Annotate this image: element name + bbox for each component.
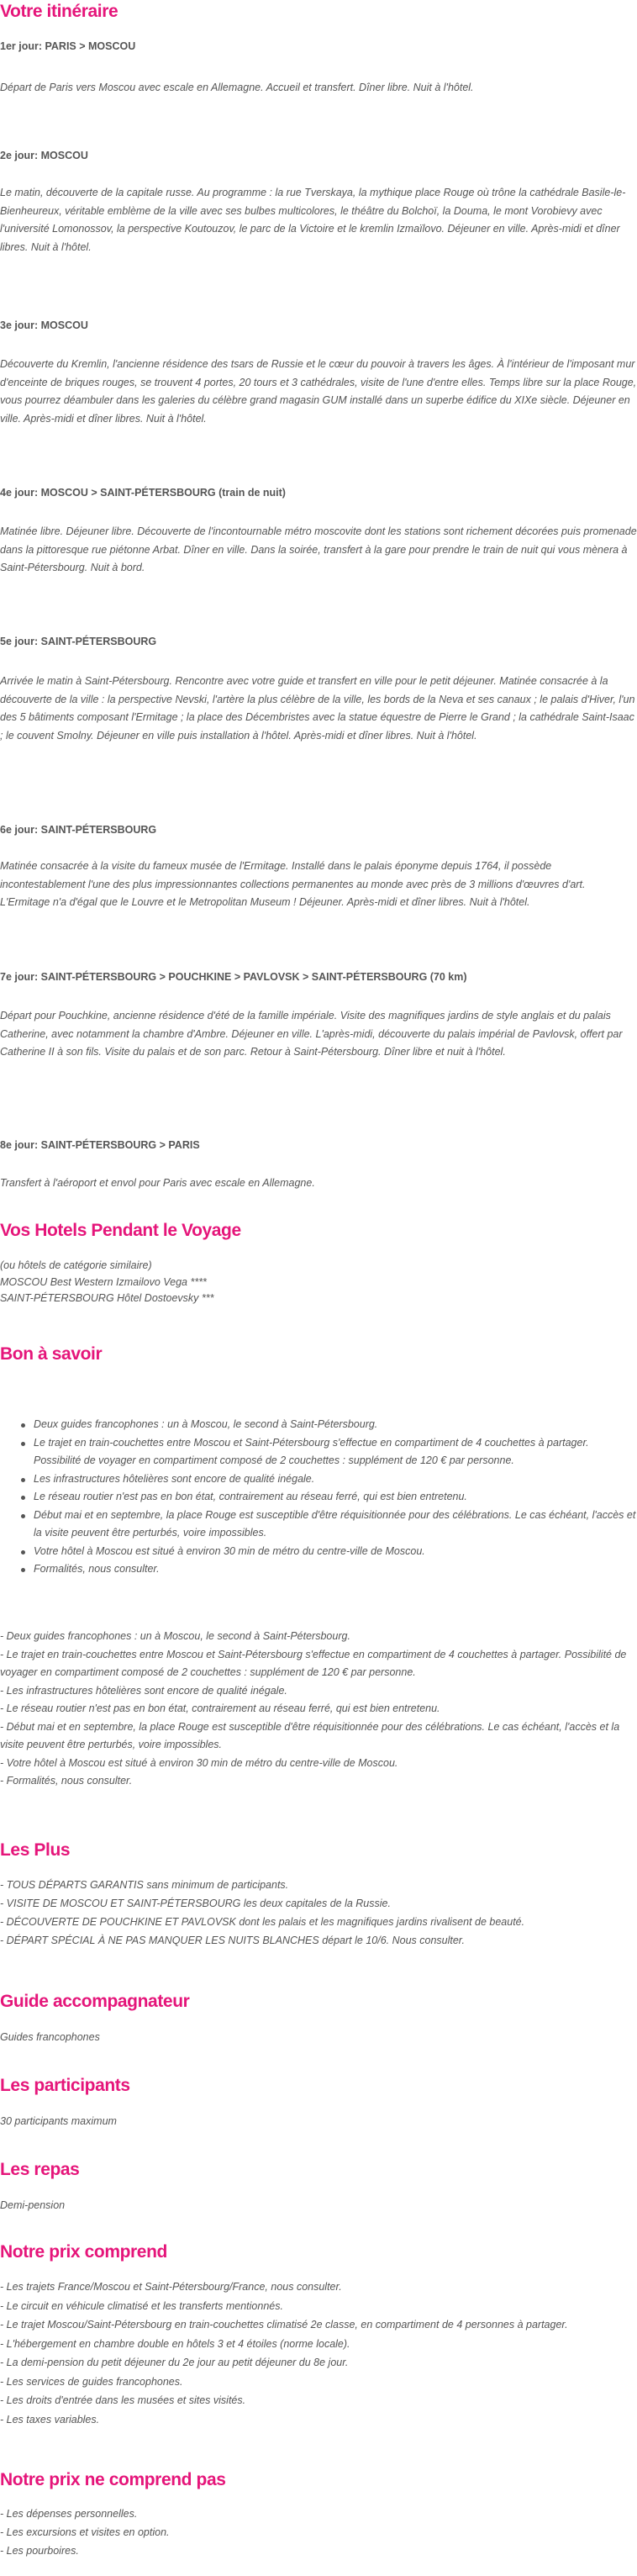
prix-ne-comprend-pas-item: - Les excursions et visites en option.	[0, 2526, 170, 2538]
day-6-text: Matinée consacrée à la visite du fameux musée de l'Ermitage. Installé dans le palais éponyme depuis 1764, il possède incontestablement l'une des plus impressionnantes collections permanentes au monde avec près de 3 millions d'œuvres d'art. L'Ermitage n'a d'égal que le Louvre et le Metropolitan Museum ! Déjeuner. Après-midi et dîner libres. Nuit à l'hôtel.	[0, 860, 586, 908]
day-1-title: 1er jour: PARIS > MOSCOU	[0, 40, 136, 52]
prix-ne-comprend-pas-item: - Les dépenses personnelles.	[0, 2508, 138, 2520]
day-4-title: 4e jour: MOSCOU > SAINT-PÉTERSBOURG (train de nuit)	[0, 487, 286, 499]
bon-a-savoir-bullet: Les infrastructures hôtelières sont encore de qualité inégale.	[0, 1470, 637, 1489]
prix-comprend-heading: Notre prix comprend	[0, 2242, 167, 2262]
les-plus-item: - DÉPART SPÉCIAL À NE PAS MANQUER LES NUITS BLANCHES départ le 10/6. Nous consulter.	[0, 1935, 465, 1946]
participants-heading: Les participants	[0, 2076, 130, 2095]
guide-heading: Guide accompagnateur	[0, 1992, 190, 2011]
prix-ne-comprend-pas-section	[0, 2468, 637, 2557]
les-plus-heading: Les Plus	[0, 1840, 71, 1860]
day-5-text: Arrivée le matin à Saint-Pétersbourg. Rencontre avec votre guide et transfert en ville pour le petit déjeuner. Matinée consacrée à la découverte de la ville : la perspective Nevski, l'artère la plus célèbre de la ville, les bords de la Neva et ses canaux ; le palais d'Hiver, l'un des 5 bâtiments composant l'Ermitage ; la place des Décembristes avec la statue équestre de Pierre le Grand ; la cathédrale Saint-Isaac ; le couvent Smolny. Déjeuner en ville puis installation à l'hôtel. Après-midi et dîner libres. Nuit à l'hôtel.	[0, 675, 635, 742]
participants-text: 30 participants maximum	[0, 2115, 117, 2127]
day-2-text: Le matin, découverte de la capitale russe. Au programme : la rue Tverskaya, la mythique place Rouge où trône la cathédrale Basile-le-Bienheureux, véritable emblème de la ville avec ses bulbes multicolores, le théâtre du Bolchoï, la Douma, le mont Vorobievy avec l'université Lomonossov, la perspective Koutouzov, le parc de la Victoire et le kremlin Izmaïlovo. Déjeuner en ville. Après-midi et dîner libres. Nuit à l'hôtel.	[0, 187, 626, 253]
bon-a-savoir-bullet: Deux guides francophones : un à Moscou, le second à Saint-Pétersbourg.	[0, 1416, 637, 1434]
day-6-title: 6e jour: SAINT-PÉTERSBOURG	[0, 824, 157, 836]
bon-a-savoir-bullet: Début mai et en septembre, la place Rouge est susceptible d'être réquisitionnée pour des célébrations. Le cas échéant, l'accès et la visite peuvent être perturbés, voire impossibles.	[0, 1507, 637, 1543]
day-8-title: 8e jour: SAINT-PÉTERSBOURG > PARIS	[0, 1139, 200, 1151]
day-7-text: Départ pour Pouchkine, ancienne résidence d'été de la famille impériale. Visite des magnifiques jardins de style anglais et du palais Catherine, avec notamment la chambre d'Ambre. Déjeuner en ville. L'après-midi, découverte du palais impérial de Pavlovsk, offert par Catherine II à son fils. Visite du palais et de son parc. Retour à Saint-Pétersbourg. Dîner libre et nuit à l'hôtel.	[0, 1010, 623, 1058]
guide-section	[0, 1990, 637, 2043]
day-3-title: 3e jour: MOSCOU	[0, 319, 88, 331]
day-2-title: 2e jour: MOSCOU	[0, 150, 88, 161]
day-1-text: Départ de Paris vers Moscou avec escale en Allemagne. Accueil et transfert. Dîner libre. Nuit à l'hôtel.	[0, 82, 474, 93]
day-5-title: 5e jour: SAINT-PÉTERSBOURG	[0, 636, 157, 647]
participants-section	[0, 2074, 637, 2127]
les-plus-item: - TOUS DÉPARTS GARANTIS sans minimum de participants.	[0, 1879, 289, 1891]
repas-section	[0, 2158, 637, 2211]
repas-heading: Les repas	[0, 2160, 80, 2179]
prix-ne-comprend-pas-heading: Notre prix ne comprend pas	[0, 2470, 226, 2489]
repas-text: Demi-pension	[0, 2199, 66, 2211]
hotel-moscow: MOSCOU Best Western Izmailovo Vega ****	[0, 1275, 207, 1288]
itinerary-heading: Votre itinéraire	[0, 2, 118, 21]
itinerary-section	[0, 0, 637, 24]
prix-ne-comprend-pas-item: - Les pourboires.	[0, 2545, 79, 2557]
bon-a-savoir-bullet: Le trajet en train-couchettes entre Moscou et Saint-Pétersbourg s'effectue en compartiment de 4 couchettes à partager. Possibilité de voyager en compartiment composé de 2 couchettes : supplément de 120 € par personne.	[0, 1434, 637, 1470]
bon-a-savoir-bullet: Le réseau routier n'est pas en bon état, contrairement au réseau ferré, qui est bien entretenu.	[0, 1488, 637, 1507]
les-plus-section	[0, 1839, 637, 1946]
hotel-saint-petersburg: SAINT-PÉTERSBOURG Hôtel Dostoevsky ***	[0, 1292, 214, 1305]
bon-a-savoir-bullet: Formalités, nous consulter.	[0, 1560, 637, 1579]
day-8-text: Transfert à l'aéroport et envol pour Paris avec escale en Allemagne.	[0, 1177, 315, 1189]
guide-text: Guides francophones	[0, 2031, 100, 2043]
day-7-title: 7e jour: SAINT-PÉTERSBOURG > POUCHKINE > PAVLOVSK > SAINT-PÉTERSBOURG (70 km)	[0, 971, 467, 983]
hotels-heading: Vos Hotels Pendant le Voyage	[0, 1221, 241, 1240]
bon-a-savoir-bullet-list	[0, 1416, 637, 1579]
hotels-note: (ou hôtels de catégorie similaire)	[0, 1259, 152, 1271]
bon-a-savoir-section	[0, 1343, 637, 1366]
bon-a-savoir-bullet: Votre hôtel à Moscou est situé à environ 30 min de métro du centre-ville de Moscou.	[0, 1543, 637, 1561]
bon-a-savoir-heading: Bon à savoir	[0, 1344, 103, 1364]
hotels-section	[0, 1219, 637, 1305]
day-4-text: Matinée libre. Déjeuner libre. Découverte de l'incontournable métro moscovite dont les stations sont richement décorées puis promenade dans la pittoresque rue piétonne Arbat. Dîner en ville. Dans la soirée, transfert à la gare pour prendre le train de nuit qui vous mènera à Saint-Pétersbourg. Nuit à bord.	[0, 525, 637, 573]
les-plus-item: - DÉCOUVERTE DE POUCHKINE ET PAVLOVSK dont les palais et les magnifiques jardins rivalisent de beauté.	[0, 1916, 525, 1928]
prix-comprend-list: - Les trajets France/Moscou et Saint-Pétersbourg/France, nous consulter. - Le circuit en véhicule climatisé et les transferts mentionnés. - Le trajet Moscou/Saint-Pétersbourg en train-couchettes climatisé 2e classe, en compartiment de 4 personnes à partager. - L'hébergement en chambre double en hôtels 3 et 4 étoiles (norme locale). - La demi-pension du petit déjeuner du 2e jour au petit déjeuner du 8e jour. - Les services de guides francophones. - Les droits d'entrée dans les musées et sites visités. - Les taxes variables.	[0, 2281, 568, 2426]
prix-comprend-section	[0, 2241, 637, 2426]
day-3-text: Découverte du Kremlin, l'ancienne résidence des tsars de Russie et le cœur du pouvoir à travers les âges. À l'intérieur de l'imposant mur d'enceinte de briques rouges, se trouvent 4 portes, 20 tours et 3 cathédrales, visite de l'une d'entre elles. Temps libre sur la place Rouge, vous pourrez déambuler dans les galeries du célèbre grand magasin GUM installé dans un superbe édifice du XIXe siècle. Déjeuner en ville. Après-midi et dîner libres. Nuit à l'hôtel.	[0, 358, 637, 425]
bon-a-savoir-dash-list: - Deux guides francophones : un à Moscou, le second à Saint-Pétersbourg. - Le trajet en train-couchettes entre Moscou et Saint-Pétersbourg s'effectue en compartiment de 4 couchettes à partager. Possibilité de voyager en compartiment composé de 2 couchettes : supplément de 120 € par personne. - Les infrastructures hôtelières sont encore de qualité inégale. - Le réseau routier n'est pas en bon état, contrairement au réseau ferré, qui est bien entretenu. - Début mai et en septembre, la place Rouge est susceptible d'être réquisitionnée pour des célébrations. Le cas échéant, l'accès et la visite peuvent être perturbés, voire impossibles. - Votre hôtel à Moscou est situé à environ 30 min de métro du centre-ville de Moscou. - Formalités, nous consulter.	[0, 1630, 627, 1787]
les-plus-item: - VISITE DE MOSCOU ET SAINT-PÉTERSBOURG les deux capitales de la Russie.	[0, 1898, 391, 1909]
